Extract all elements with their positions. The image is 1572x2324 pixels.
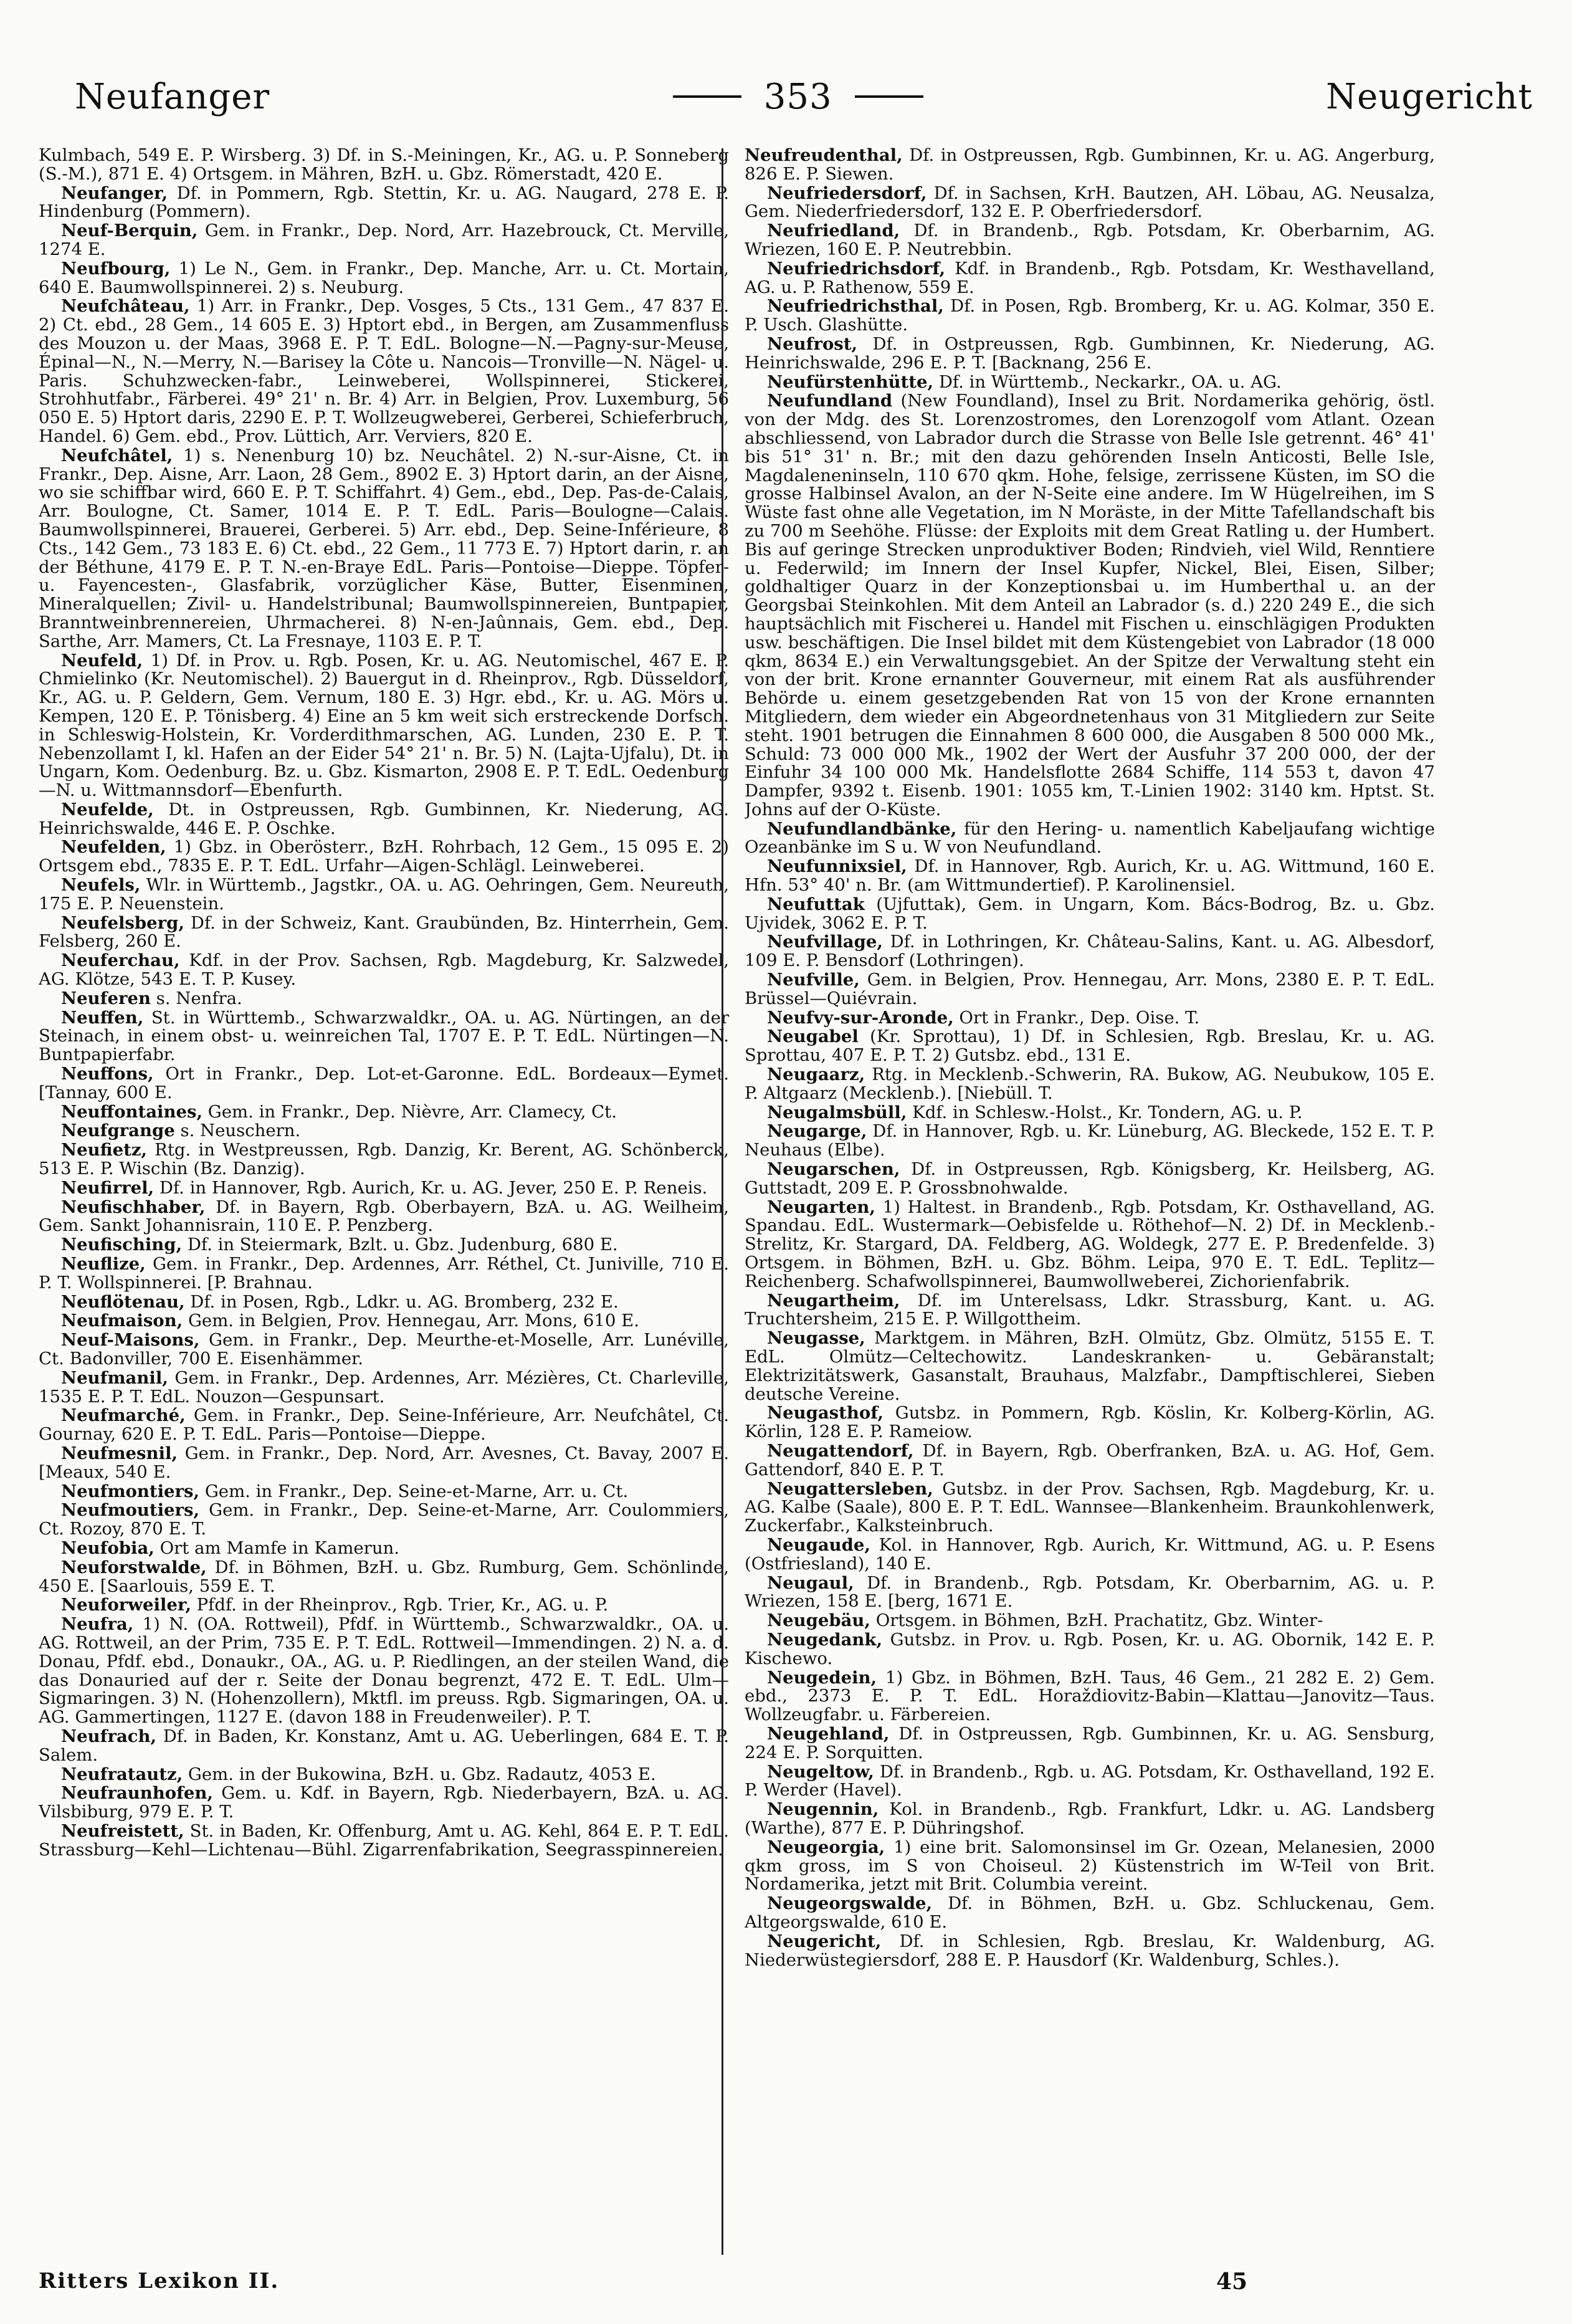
entry-text: für den Hering- u. namentlich Kabeljaufang wichtige Ozeanbänke im S u. W von Neufundland. bbox=[745, 818, 1435, 858]
entry-headword: Neuforstwalde, bbox=[61, 1557, 207, 1577]
entry-text: Gem. in Frankr., Dep. Ardennes, Arr. Réthel, Ct. Juniville, 710 E. P. T. Wollspinnerei. [P. Brahnau. bbox=[39, 1254, 729, 1293]
entry-headword: Neugartheim, bbox=[767, 1290, 900, 1311]
entry-headword: Neufietz, bbox=[61, 1140, 148, 1160]
entry-headword: Neufreistett, bbox=[61, 1820, 184, 1841]
dictionary-entry bbox=[745, 1536, 1435, 1574]
entry-headword: Neuffen, bbox=[61, 1007, 144, 1028]
entry-headword: Neufmaison, bbox=[61, 1311, 183, 1331]
dictionary-entry bbox=[39, 1293, 729, 1312]
entry-headword: Neuffons, bbox=[61, 1064, 154, 1084]
entry-text: Df. im Unterelsass, Ldkr. Strassburg, Kant. u. AG. Truchtersheim, 215 E. P. Willgottheim. bbox=[745, 1290, 1435, 1329]
entry-text: Gem. in der Bukowina, BzH. u. Gbz. Radautz, 4053 E. bbox=[183, 1764, 656, 1784]
dictionary-entry bbox=[745, 1612, 1435, 1630]
dictionary-entry bbox=[39, 1009, 729, 1064]
entry-headword: Neufundland bbox=[767, 391, 893, 411]
dictionary-entry bbox=[39, 801, 729, 838]
entry-text: Gem. in Frankr., Dep. Meurthe-et-Moselle, Arr. Lunéville, Ct. Badonviller, 700 E. Eisenhämmer. bbox=[39, 1330, 729, 1369]
entry-text: St. in Baden, Kr. Offenburg, Amt u. AG. Kehl, 864 E. P. T. EdL. Strassburg—Kehl—Lichtenau—Bühl. Zigarrenfabrikation, Seegrasspinnereien. bbox=[39, 1820, 729, 1860]
entry-text: Df. in Bayern, Rgb. Oberfranken, BzA. u. AG. Hof, Gem. Gattendorf, 840 E. P. T. bbox=[745, 1440, 1435, 1480]
dictionary-entry bbox=[745, 1574, 1435, 1612]
entry-text: Gem. in Frankr., Dep. Nord, Arr. Avesnes, Ct. Bavay, 2007 E. [Meaux, 540 E. bbox=[39, 1443, 729, 1482]
page-number: 353 bbox=[763, 76, 832, 117]
entry-text: 1) N. (OA. Rottweil), Pfdf. in Württemb., Schwarzwaldkr., OA. u. AG. Rottweil, an der Prim, 735 E. P. T. EdL. Rottweil—Immendingen. 2) N. a. d. Donau, Pfdf. ebd., Donaukr., OA., AG. u. P. Riedlingen, an der steilen Wand, die das Donauried auf der r. Seite der Donau begrenzt, 472 E. T. EdL. Ulm—Sigmaringen. 3) N. (Hohenzollern), Mktfl. im preuss. Rgb. Sigmaringen, OA. u. AG. Gammertingen, 1127 E. (davon 188 in Freudenweiler). P. T. bbox=[39, 1614, 729, 1728]
dictionary-entry bbox=[745, 1725, 1435, 1762]
entry-headword: Neufrach, bbox=[61, 1726, 157, 1746]
dictionary-entry bbox=[39, 297, 729, 446]
dictionary-entry bbox=[745, 1480, 1435, 1536]
right-column bbox=[745, 146, 1435, 2259]
entry-text: 1) Haltest. in Brandenb., Rgb. Potsdam, Kr. Osthavelland, AG. Spandau. EdL. Wustermark—Oebisfelde u. Röthehof—N. 2) Df. in Mecklenb.-Strelitz, Kr. Stargard, DA. Feldberg, AG. Woldegk, 277 E. P. Bredenfelde. 3) Ortsgem. in Böhmen, BzH. u. Gbz. Böhm. Leipa, 970 E. T. EdL. Teplitz—Reichenberg. Schafwollspinnerei, Baumwollweberei, Zichorienfabrik. bbox=[745, 1197, 1435, 1291]
entry-headword: Neufbourg, bbox=[61, 258, 171, 279]
dictionary-entry bbox=[39, 838, 729, 876]
entry-headword: Neugattendorf, bbox=[767, 1440, 914, 1461]
dictionary-entry bbox=[745, 1066, 1435, 1103]
dictionary-entry bbox=[745, 392, 1435, 819]
dictionary-entry bbox=[745, 297, 1435, 335]
entry-headword: Neufriedrichsdorf, bbox=[767, 258, 946, 279]
entry-text: Ort in Frankr., Dep. Oise. T. bbox=[953, 1007, 1200, 1028]
entry-text: Kol. in Brandenb., Rgb. Frankfurt, Ldkr. u. AG. Landsberg (Warthe), 877 E. P. Dühringshof. bbox=[745, 1799, 1435, 1838]
entry-headword: Neugalmsbüll, bbox=[767, 1102, 907, 1122]
entry-text: Gem. in Frankr., Dep. Ardennes, Arr. Mézières, Ct. Charleville, 1535 E. P. T. EdL. Nouzon—Gespunsart. bbox=[39, 1367, 729, 1407]
entry-headword: Neugarten, bbox=[767, 1197, 875, 1217]
entry-headword: Neufratautz, bbox=[61, 1764, 183, 1784]
entry-headword: Neugaarz, bbox=[767, 1064, 865, 1085]
entry-headword: Neuf-Berquin, bbox=[61, 221, 198, 241]
dictionary-entry bbox=[745, 820, 1435, 858]
dictionary-entry bbox=[39, 1103, 729, 1122]
entry-headword: Neufmesnil, bbox=[61, 1443, 178, 1463]
entry-headword: Neuffontaines, bbox=[61, 1101, 203, 1122]
entry-text: Df. in Pommern, Rgb. Stettin, Kr. u. AG. Naugard, 278 E. P. Hindenburg (Pommern). bbox=[39, 183, 729, 222]
entry-text: Gutsbz. in der Prov. Sachsen, Rgb. Magdeburg, Kr. u. AG. Kalbe (Saale), 800 E. P. T. EdL. Wannsee—Blankenheim. Braunkohlenwerk, Zuckerfabr., Kalksteinbruch. bbox=[745, 1478, 1435, 1536]
dictionary-entry bbox=[39, 1766, 729, 1784]
entry-text: Ortsgem. in Böhmen, BzH. Prachatitz, Gbz. Winter- bbox=[870, 1610, 1323, 1631]
dictionary-entry bbox=[39, 1445, 729, 1482]
dictionary-entry bbox=[745, 1329, 1435, 1403]
entry-headword: Neufirrel, bbox=[61, 1177, 155, 1198]
entry-headword: Neufchâteau, bbox=[61, 296, 190, 317]
publisher-footer: Ritters Lexikon II. bbox=[39, 2269, 280, 2293]
entry-headword: Neugaul, bbox=[767, 1572, 854, 1593]
entry-headword: Neugattersleben, bbox=[767, 1478, 933, 1499]
dictionary-entry bbox=[39, 990, 729, 1008]
dictionary-entry bbox=[39, 652, 729, 800]
entry-text: Df. in Steiermark, Bzlt. u. Gbz. Judenburg, 680 E. bbox=[182, 1235, 618, 1255]
dictionary-entry bbox=[39, 1141, 729, 1179]
entry-headword: Neufels, bbox=[61, 875, 141, 896]
entry-headword: Neugennin, bbox=[767, 1799, 879, 1820]
entry-text: Df. in Ostpreussen, Rgb. Gumbinnen, Kr. u. AG. Angerburg, 826 E. P. Siewen. bbox=[745, 146, 1435, 184]
dictionary-entry bbox=[39, 447, 729, 651]
entry-headword: Neufundlandbänke, bbox=[767, 818, 957, 839]
dictionary-entry bbox=[745, 1442, 1435, 1480]
running-head bbox=[75, 59, 1533, 134]
entry-text: Dt. in Ostpreussen, Rgb. Gumbinnen, Kr. Niederung, AG. Heinrichswalde, 446 E. P. Oschke. bbox=[39, 799, 729, 838]
entry-text: Kol. in Hannover, Rgb. Aurich, Kr. Wittmund, AG. u. P. Esens (Ostfriesland), 140 E. bbox=[745, 1534, 1435, 1574]
entry-headword: Neugasse, bbox=[767, 1328, 865, 1349]
dictionary-entry bbox=[745, 1122, 1435, 1160]
dictionary-entry bbox=[745, 222, 1435, 259]
dictionary-entry bbox=[39, 914, 729, 952]
entry-text: Df. in Ostpreussen, Rgb. Gumbinnen, Kr. u. AG. Sensburg, 224 E. P. Sorquitten. bbox=[745, 1723, 1435, 1762]
entry-headword: Neufriedland, bbox=[767, 221, 900, 241]
entry-headword: Neufmoutiers, bbox=[61, 1500, 200, 1521]
dictionary-entry bbox=[39, 952, 729, 989]
entry-headword: Neufvillage, bbox=[767, 932, 883, 952]
dictionary-entry bbox=[39, 1065, 729, 1102]
dictionary-entry bbox=[745, 933, 1435, 970]
entry-text: Df. in Sachsen, KrH. Bautzen, AH. Löbau, AG. Neusalza, Gem. Niederfriedersdorf, 132 E. P. Oberfriedersdorf. bbox=[745, 183, 1435, 222]
entry-text: Gem. in Frankr., Dep. Seine-Inférieure, Arr. Neufchâtel, Ct. Gournay, 620 E. P. T. EdL. Paris—Pontoise—Dieppe. bbox=[39, 1405, 729, 1445]
entry-text: s. Neuschern. bbox=[174, 1121, 301, 1141]
dictionary-entry bbox=[745, 146, 1435, 184]
dictionary-entry bbox=[745, 896, 1435, 933]
entry-headword: Neufanger, bbox=[61, 183, 168, 203]
entry-headword: Neufra, bbox=[61, 1614, 134, 1635]
dictionary-entry bbox=[39, 1539, 729, 1558]
entry-text: Df. in Hannover, Rgb. Aurich, Kr. u. AG. Wittmund, 160 E. Hfn. 53° 40' n. Br. (am Wittmundertief). P. Karolinensiel. bbox=[745, 856, 1435, 896]
entry-headword: Neuflötenau, bbox=[61, 1291, 185, 1312]
entry-headword: Neuforweiler, bbox=[61, 1595, 191, 1615]
entry-headword: Neufmarché, bbox=[61, 1405, 186, 1426]
entry-headword: Neufobia, bbox=[61, 1537, 155, 1558]
entry-headword: Neufeld, bbox=[61, 650, 143, 671]
entry-headword: Neufreudenthal, bbox=[745, 146, 903, 165]
dictionary-entry bbox=[39, 1483, 729, 1501]
header-dash-left bbox=[673, 95, 741, 98]
header-center bbox=[673, 77, 923, 117]
entry-text: Df. in Lothringen, Kr. Château-Salins, Kant. u. AG. Albesdorf, 109 E. P. Bensdorf (Lothringen). bbox=[745, 932, 1435, 971]
entry-text: Kdf. in Brandenb., Rgb. Potsdam, Kr. Westhavelland, AG. u. P. Rathenow, 559 E. bbox=[745, 258, 1435, 297]
dictionary-entry bbox=[745, 1160, 1435, 1198]
entry-headword: Neufmanil, bbox=[61, 1367, 168, 1388]
dictionary-entry bbox=[745, 1800, 1435, 1838]
dictionary-entry bbox=[39, 1784, 729, 1822]
entry-text: Gem. in Frankr., Dep. Nord, Arr. Hazebrouck, Ct. Merville, 1274 E. bbox=[39, 221, 729, 259]
dictionary-entry bbox=[39, 146, 729, 184]
entry-headword: Neugasthof, bbox=[767, 1403, 884, 1423]
entry-headword: Neufisching, bbox=[61, 1235, 183, 1255]
entry-headword: Neugeorgswalde, bbox=[767, 1893, 933, 1914]
entry-text: Ort am Mamfe in Kamerun. bbox=[154, 1537, 399, 1558]
entry-text: 1) Gbz. in Oberösterr., BzH. Rohrbach, 12 Gem., 15 095 E. 2) Ortsgem ebd., 7835 E. P. T. EdL. Urfahr—Aigen-Schlägl. Leinweberei. bbox=[39, 837, 729, 876]
entry-text: (Kr. Sprottau), 1) Df. in Schlesien, Rgb. Breslau, Kr. u. AG. Sprottau, 407 E. P. T. 2) Gutsbz. ebd., 131 E. bbox=[745, 1026, 1435, 1066]
entry-headword: Neufunnixsiel, bbox=[767, 856, 907, 877]
signature-mark: 45 bbox=[1216, 2269, 1248, 2295]
entry-headword: Neuferen bbox=[61, 988, 151, 1008]
dictionary-entry bbox=[39, 1407, 729, 1444]
dictionary-entry bbox=[39, 1615, 729, 1727]
entry-text: s. Nenfra. bbox=[150, 988, 242, 1008]
entry-text: Df. in Böhmen, BzH. u. Gbz. Rumburg, Gem. Schönlinde, 450 E. [Saarlouis, 559 E. T. bbox=[39, 1557, 729, 1596]
dictionary-entry bbox=[745, 1292, 1435, 1329]
header-dash-right bbox=[855, 95, 923, 98]
entry-headword: Neufürstenhütte, bbox=[767, 371, 934, 392]
dictionary-entry bbox=[745, 1009, 1435, 1028]
entry-text: Gem. in Frankr., Dep. Nièvre, Arr. Clamecy, Ct. bbox=[202, 1101, 617, 1122]
entry-text: Pfdf. in der Rheinprov., Rgb. Trier, Kr., AG. u. P. bbox=[191, 1595, 609, 1615]
entry-text: Gem. in Frankr., Dep. Seine-et-Marne, Arr. Coulommiers, Ct. Rozoy, 870 E. T. bbox=[39, 1500, 729, 1539]
entry-headword: Neugeorgia, bbox=[767, 1837, 885, 1857]
dictionary-entry bbox=[39, 1596, 729, 1615]
entry-text: Df. in Hannover, Rgb. Aurich, Kr. u. AG. Jever, 250 E. P. Reneis. bbox=[154, 1177, 708, 1198]
entry-headword: Neufvy-sur-Aronde, bbox=[767, 1007, 954, 1028]
dictionary-entry bbox=[745, 373, 1435, 392]
entry-text: St. in Württemb., Schwarzwaldkr., OA. u. AG. Nürtingen, an der Steinach, in einem obst- u. weinreichen Tal, 1707 E. P. T. EdL. Nürtingen—N. Buntpapierfabr. bbox=[39, 1007, 729, 1065]
entry-text: Df. in Brandenb., Rgb. Potsdam, Kr. Oberbarnim, AG. Wriezen, 160 E. P. Neutrebbin. bbox=[745, 221, 1435, 259]
entry-headword: Neufriedrichsthal, bbox=[767, 296, 944, 317]
dictionary-entry bbox=[745, 1198, 1435, 1291]
dictionary-entry bbox=[745, 1763, 1435, 1800]
dictionary-entry bbox=[39, 1198, 729, 1236]
dictionary-entry bbox=[745, 1028, 1435, 1065]
entry-text: Kulmbach, 549 E. P. Wirsberg. 3) Df. in S.-Meiningen, Kr., AG. u. P. Sonneberg (S.-M.), 871 E. 4) Ortsgem. in Mähren, BzH. u. Gbz. Römerstadt, 420 E. bbox=[39, 146, 729, 184]
entry-text: Df. in Böhmen, BzH. u. Gbz. Schluckenau, Gem. Altgeorgswalde, 610 E. bbox=[745, 1893, 1435, 1932]
dictionary-entry bbox=[745, 1933, 1435, 1970]
entry-text: Gem. u. Kdf. in Bayern, Rgb. Niederbayern, BzA. u. AG. Vilsbiburg, 979 E. P. T. bbox=[39, 1783, 729, 1822]
entry-text: Gem. in Belgien, Prov. Hennegau, Arr. Mons, 610 E. bbox=[183, 1311, 639, 1331]
entry-headword: Neugarschen, bbox=[767, 1159, 900, 1180]
dictionary-entry bbox=[39, 1728, 729, 1765]
entry-text: Ort in Frankr., Dep. Lot-et-Garonne. EdL. Bordeaux—Eymet. [Tannay, 600 E. bbox=[39, 1064, 729, 1102]
dictionary-entry bbox=[745, 1839, 1435, 1894]
dictionary-entry bbox=[745, 971, 1435, 1008]
entry-text: 1) s. Nenenburg 10) bz. Neuchâtel. 2) N.-sur-Aisne, Ct. in Frankr., Dep. Aisne, Arr. Laon, 28 Gem., 8902 E. 3) Hptort darin, an der Aisne, wo sie schiffbar wird, 660 E. P. T. Schiffahrt. 4) Gem., ebd., Dep. Pas-de-Calais, Arr. Boulogne, Ct. Samer, 1014 E. P. T. EdL. Paris—Boulogne—Calais. Baumwollspinnerei, Brauerei, Gerberei. 5) Arr. ebd., Dep. Seine-Inférieure, 8 Cts., 142 Gem., 73 183 E. 6) Ct. ebd., 22 Gem., 11 773 E. 7) Hptort darin, r. an der Béthune, 4179 E. P. T. N.-en-Braye EdL. Paris—Pontoise—Dieppe. Töpfer- u. Fayencesten-, Glasfabrik, vorzüglicher Käse, Butter, Eisenminen, Mineralquellen; Zivil- u. Handelstribunal; Baumwollspinnereien, Buntpapier, Branntweinbrennereien, Uhrmacherei. 8) N-en-Jaûnnais, Gem. ebd., Dep. Sarthe, Arr. Mamers, Ct. La Fresnaye, 1103 E. P. T. bbox=[39, 445, 729, 651]
entry-headword: Neufelsberg, bbox=[61, 912, 184, 933]
dictionary-entry bbox=[39, 876, 729, 914]
dictionary-entry bbox=[39, 1331, 729, 1369]
entry-headword: Neufelde, bbox=[61, 799, 154, 820]
left-column bbox=[39, 146, 729, 2259]
header-left-keyword: Neufanger bbox=[75, 76, 270, 117]
entry-headword: Neufrost, bbox=[767, 333, 858, 354]
entry-headword: Neufelden, bbox=[61, 837, 166, 858]
entry-headword: Neufville, bbox=[767, 970, 860, 990]
dictionary-entry bbox=[39, 1122, 729, 1140]
entry-text: 1) Gbz. in Böhmen, BzH. Taus, 46 Gem., 21 282 E. 2) Gem. ebd., 2373 E. P. T. EdL. Horaždiovitz-Babin—Klattau—Janovitz—Taus. Wollzeugfabr. u. Färbereien. bbox=[745, 1667, 1435, 1725]
dictionary-entry bbox=[745, 260, 1435, 297]
entry-headword: Neugedein, bbox=[767, 1667, 877, 1688]
entry-text: Gutsbz. in Pommern, Rgb. Köslin, Kr. Kolberg-Körlin, AG. Körlin, 128 E. P. Rameiow. bbox=[745, 1403, 1435, 1442]
entry-headword: Neugedank, bbox=[767, 1629, 883, 1650]
entry-headword: Neufmontiers, bbox=[61, 1481, 200, 1501]
entry-headword: Neuflize, bbox=[61, 1254, 146, 1274]
entry-text: Kdf. in der Prov. Sachsen, Rgb. Magdeburg, Kr. Salzwedel, AG. Klötze, 543 E. T. P. Kusey. bbox=[39, 950, 729, 990]
entry-text: (Ujfuttak), Gem. in Ungarn, Kom. Bács-Bodrog, Bz. u. Gbz. Ujvidek, 3062 E. P. T. bbox=[745, 894, 1435, 933]
entry-headword: Neufgrange bbox=[61, 1121, 175, 1141]
entry-text: Df. in der Schweiz, Kant. Graubünden, Bz. Hinterrhein, Gem. Felsberg, 260 E. bbox=[39, 912, 729, 952]
entry-text: 1) Arr. in Frankr., Dep. Vosges, 5 Cts., 131 Gem., 47 837 E. 2) Ct. ebd., 28 Gem., 14 605 E. 3) Hptort ebd., in Bergen, am Zusammenfluss des Mouzon u. der Maas, 3968 E. P. T. EdL. Bologne—N.—Pagny-sur-Meuse, Épinal—N., N.—Merry, N.—Barisey la Côte u. Nancois—Tronville—N. Nägel- u. Paris. Schuhzwecken-fabr., Leinweberei, Wollspinnerei, Stickerei, Strohhutfabr., Färberei. 49° 21' n. Br. 4) Arr. in Belgien, Prov. Luxemburg, 56 050 E. 5) Hptort daris, 2290 E. P. T. Wollzeugweberei, Gerberei, Schieferbruch, Handel. 6) Gem. ebd., Prov. Lüttich, Arr. Verviers, 820 E. bbox=[39, 296, 729, 446]
dictionary-entry bbox=[745, 1669, 1435, 1724]
dictionary-entry bbox=[39, 1236, 729, 1255]
entry-headword: Neugaude, bbox=[767, 1534, 870, 1555]
entry-text: 1) eine brit. Salomonsinsel im Gr. Ozean, Melanesien, 2000 qkm gross, im S von Choiseul. 2) Küstenstrich im W-Teil von Brit. Nordamerika, jetzt mit Brit. Columbia vereint. bbox=[745, 1837, 1435, 1895]
entry-headword: Neuferchau, bbox=[61, 950, 180, 971]
dictionary-entry bbox=[39, 1179, 729, 1198]
dictionary-entry bbox=[745, 1895, 1435, 1932]
entry-headword: Neugebäu, bbox=[767, 1610, 870, 1631]
entry-headword: Neugericht, bbox=[767, 1931, 882, 1951]
entry-text: Df. in Posen, Rgb. Bromberg, Kr. u. AG. Kolmar, 350 E. P. Usch. Glashütte. bbox=[745, 296, 1435, 335]
entry-text: Wlr. in Württemb., Jagstkr., OA. u. AG. Oehringen, Gem. Neureuth, 175 E. P. Neuenstein. bbox=[39, 875, 729, 914]
dictionary-entry bbox=[39, 184, 729, 222]
dictionary-entry bbox=[39, 1501, 729, 1539]
entry-headword: Neugeltow, bbox=[767, 1761, 874, 1782]
entry-headword: Neufraunhofen, bbox=[61, 1783, 213, 1804]
entry-headword: Neugarge, bbox=[767, 1121, 867, 1142]
entry-headword: Neufischhaber, bbox=[61, 1197, 206, 1217]
entry-headword: Neufuttak bbox=[767, 894, 865, 914]
entry-headword: Neufchâtel, bbox=[61, 445, 173, 466]
entry-headword: Neugehland, bbox=[767, 1723, 890, 1744]
dictionary-entry bbox=[39, 222, 729, 259]
entry-headword: Neuf-Maisons, bbox=[61, 1330, 200, 1351]
entry-text: Df. in Brandenb., Rgb. u. AG. Potsdam, Kr. Osthavelland, 192 E. P. Werder (Havel). bbox=[745, 1761, 1435, 1800]
entry-text: Gem. in Belgien, Prov. Hennegau, Arr. Mons, 2380 E. P. T. EdL. Brüssel—Quiévrain. bbox=[745, 970, 1435, 1008]
entry-text: Df. in Bayern, Rgb. Oberbayern, BzA. u. AG. Weilheim, Gem. Sankt Johannisrain, 110 E. P. Penzberg. bbox=[39, 1197, 729, 1236]
entry-text: Gutsbz. in Prov. u. Rgb. Posen, Kr. u. AG. Obornik, 142 E. P. Kischewo. bbox=[745, 1629, 1435, 1668]
entry-text: (New Foundland), Insel zu Brit. Nordamerika gehörig, östl. von der Mdg. des St. Lorenzostromes, den Lorenzogolf vom Atlant. Ozean abschliessend, von Labrador durch die Strasse von Belle Isle getrennt. 46° 41' bis 51° 31' n. Br.; mit den dazu gehörenden Inseln Anticosti, Belle Isle, Magdaleneninseln, 110 670 qkm. Hohe, felsige, zerrissene Küsten, im SO die grosse Halbinsel Avalon, an der N-Seite eine andere. Im W Hügelreihen, im S Wüste fast ohne alle Vegetation, im N Moräste, in der Mitte Tafellandschaft bis zu 700 m Seehöhe. Flüsse: der Exploits mit dem Great Ratling u. der Humbert. Bis auf geringe Strecken unproduktiver Boden; Rindvieh, viel Wild, Renntiere u. Federwild; im Innern der Insel Kupfer, Nickel, Blei, Eisen, Silber; goldhaltiger Quarz in der Konzeptionsbai u. im Humberthal u. an der Georgsbai Steinkohlen. Mit dem Anteil an Labrador (s. d.) 220 249 E., die sich hauptsächlich mit Fischerei u. Handel mit Fischen u. einschlägigen Produkten usw. beschäftigen. Die Insel bildet mit dem Küstengebiet von Labrador (18 000 qkm, 8634 E.) ein Verwaltungsgebiet. An der Spitze der Verwaltung steht ein von der brit. Krone ernannter Gouverneur, mit einem Rat als ausführender Behörde u. einem gesetzgebenden Rat von 15 von der Krone ernannten Mitgliedern, dem wieder ein Abgeordnetenhaus von 31 Mitgliedern zur Seite steht. 1901 betrugen die Einnahmen 8 600 000, die Ausgaben 8 500 000 Mk., Schuld: 73 000 000 Mk., 1902 der Wert der Ausfuhr 37 200 000, der der Einfuhr 34 100 000 Mk. Handelsflotte 2684 Schiffe, 114 553 t, davon 47 Dampfer, 9392 t. Eisenb. 1901: 1055 km, T.-Linien 1902: 3140 km. Hptst. St. Johns auf der O-Küste. bbox=[745, 391, 1435, 820]
entry-text: Df. in Ostpreussen, Rgb. Königsberg, Kr. Heilsberg, AG. Guttstadt, 209 E. P. Grossbnohwalde. bbox=[745, 1159, 1435, 1198]
header-right-keyword: Neugericht bbox=[1326, 76, 1533, 117]
dictionary-entry bbox=[745, 858, 1435, 895]
entry-text: 1) Df. in Prov. u. Rgb. Posen, Kr. u. AG. Neutomischel, 467 E. P. Chmielinko (Kr. Neutomischel). 2) Bauergut in d. Rheinprov., Rgb. Düsseldorf, Kr., AG. u. P. Geldern, Gem. Vernum, 180 E. 3) Hgr. ebd., Kr. u. AG. Mörs u. Kempen, 120 E. P. Tönisberg. 4) Eine an 5 km weit sich erstreckende Dorfsch. in Schleswig-Holstein, Kr. Vorderdithmarschen, AG. Lunden, 230 E. P. T. Nebenzollamt I, kl. Hafen an der Eider 54° 21' n. Br. 5) N. (Lajta-Ujfalu), Dt. in Ungarn, Kom. Oedenburg. Bz. u. Gbz. Kismarton, 2908 E. P. T. EdL. Oedenburg—N. u. Wittmannsdorf—Ebenfurth. bbox=[39, 650, 729, 801]
entry-text: Df. in Schlesien, Rgb. Breslau, Kr. Waldenburg, AG. Niederwüstegiersdorf, 288 E. P. Hausdorf (Kr. Waldenburg, Schles.). bbox=[745, 1931, 1435, 1970]
dictionary-entry bbox=[39, 1255, 729, 1293]
dictionary-entry bbox=[39, 260, 729, 297]
entry-text: Rtg. in Mecklenb.-Schwerin, RA. Bukow, AG. Neubukow, 105 E. P. Altgaarz (Mecklenb.). [Niebüll. T. bbox=[745, 1064, 1435, 1103]
entry-headword: Neufriedersdorf, bbox=[767, 183, 927, 203]
entry-text: Df. in Brandenb., Rgb. Potsdam, Kr. Oberbarnim, AG. u. P. Wriezen, 158 E. [berg, 1671 E. bbox=[745, 1572, 1435, 1612]
dictionary-entry bbox=[745, 1404, 1435, 1442]
dictionary-entry bbox=[745, 1631, 1435, 1668]
entry-text: Df. in Baden, Kr. Konstanz, Amt u. AG. Ueberlingen, 684 E. T. P. Salem. bbox=[39, 1726, 729, 1765]
entry-text: Kdf. in Schlesw.-Holst., Kr. Tondern, AG. u. P. bbox=[907, 1102, 1303, 1122]
dictionary-entry bbox=[39, 1369, 729, 1407]
entry-text: Rtg. in Westpreussen, Rgb. Danzig, Kr. Berent, AG. Schönberck, 513 E. P. Wischin (Bz. Danzig). bbox=[39, 1140, 729, 1179]
entry-text: Df. in Posen, Rgb., Ldkr. u. AG. Bromberg, 232 E. bbox=[184, 1291, 619, 1312]
dictionary-entry bbox=[745, 1104, 1435, 1122]
dictionary-entry bbox=[39, 1822, 729, 1860]
column-divider bbox=[722, 148, 723, 2255]
entry-headword: Neugabel bbox=[767, 1026, 859, 1047]
dictionary-entry bbox=[745, 335, 1435, 373]
dictionary-entry bbox=[39, 1559, 729, 1596]
entry-text: Marktgem. in Mähren, BzH. Olmütz, Gbz. Olmütz, 5155 E. T. EdL. Olmütz—Celtechowitz. Landeskranken- u. Gebäranstalt; Elektrizitätswerk, Gasanstalt, Brauhaus, Malzfabr., Dampftischlerei, Sieben deutsche Vereine. bbox=[745, 1328, 1435, 1404]
entry-text: Df. in Hannover, Rgb. u. Kr. Lüneburg, AG. Bleckede, 152 E. T. P. Neuhaus (Elbe). bbox=[745, 1121, 1435, 1160]
dictionary-entry bbox=[39, 1312, 729, 1331]
entry-text: Df. in Ostpreussen, Rgb. Gumbinnen, Kr. Niederung, AG. Heinrichswalde, 296 E. P. T. [Backnang, 256 E. bbox=[745, 333, 1435, 373]
entry-text: Df. in Württemb., Neckarkr., OA. u. AG. bbox=[933, 371, 1282, 392]
entry-text: Gem. in Frankr., Dep. Seine-et-Marne, Arr. u. Ct. bbox=[199, 1481, 629, 1501]
dictionary-entry bbox=[745, 184, 1435, 222]
entry-text: 1) Le N., Gem. in Frankr., Dep. Manche, Arr. u. Ct. Mortain, 640 E. Baumwollspinnerei. 2) s. Neuburg. bbox=[39, 258, 729, 297]
